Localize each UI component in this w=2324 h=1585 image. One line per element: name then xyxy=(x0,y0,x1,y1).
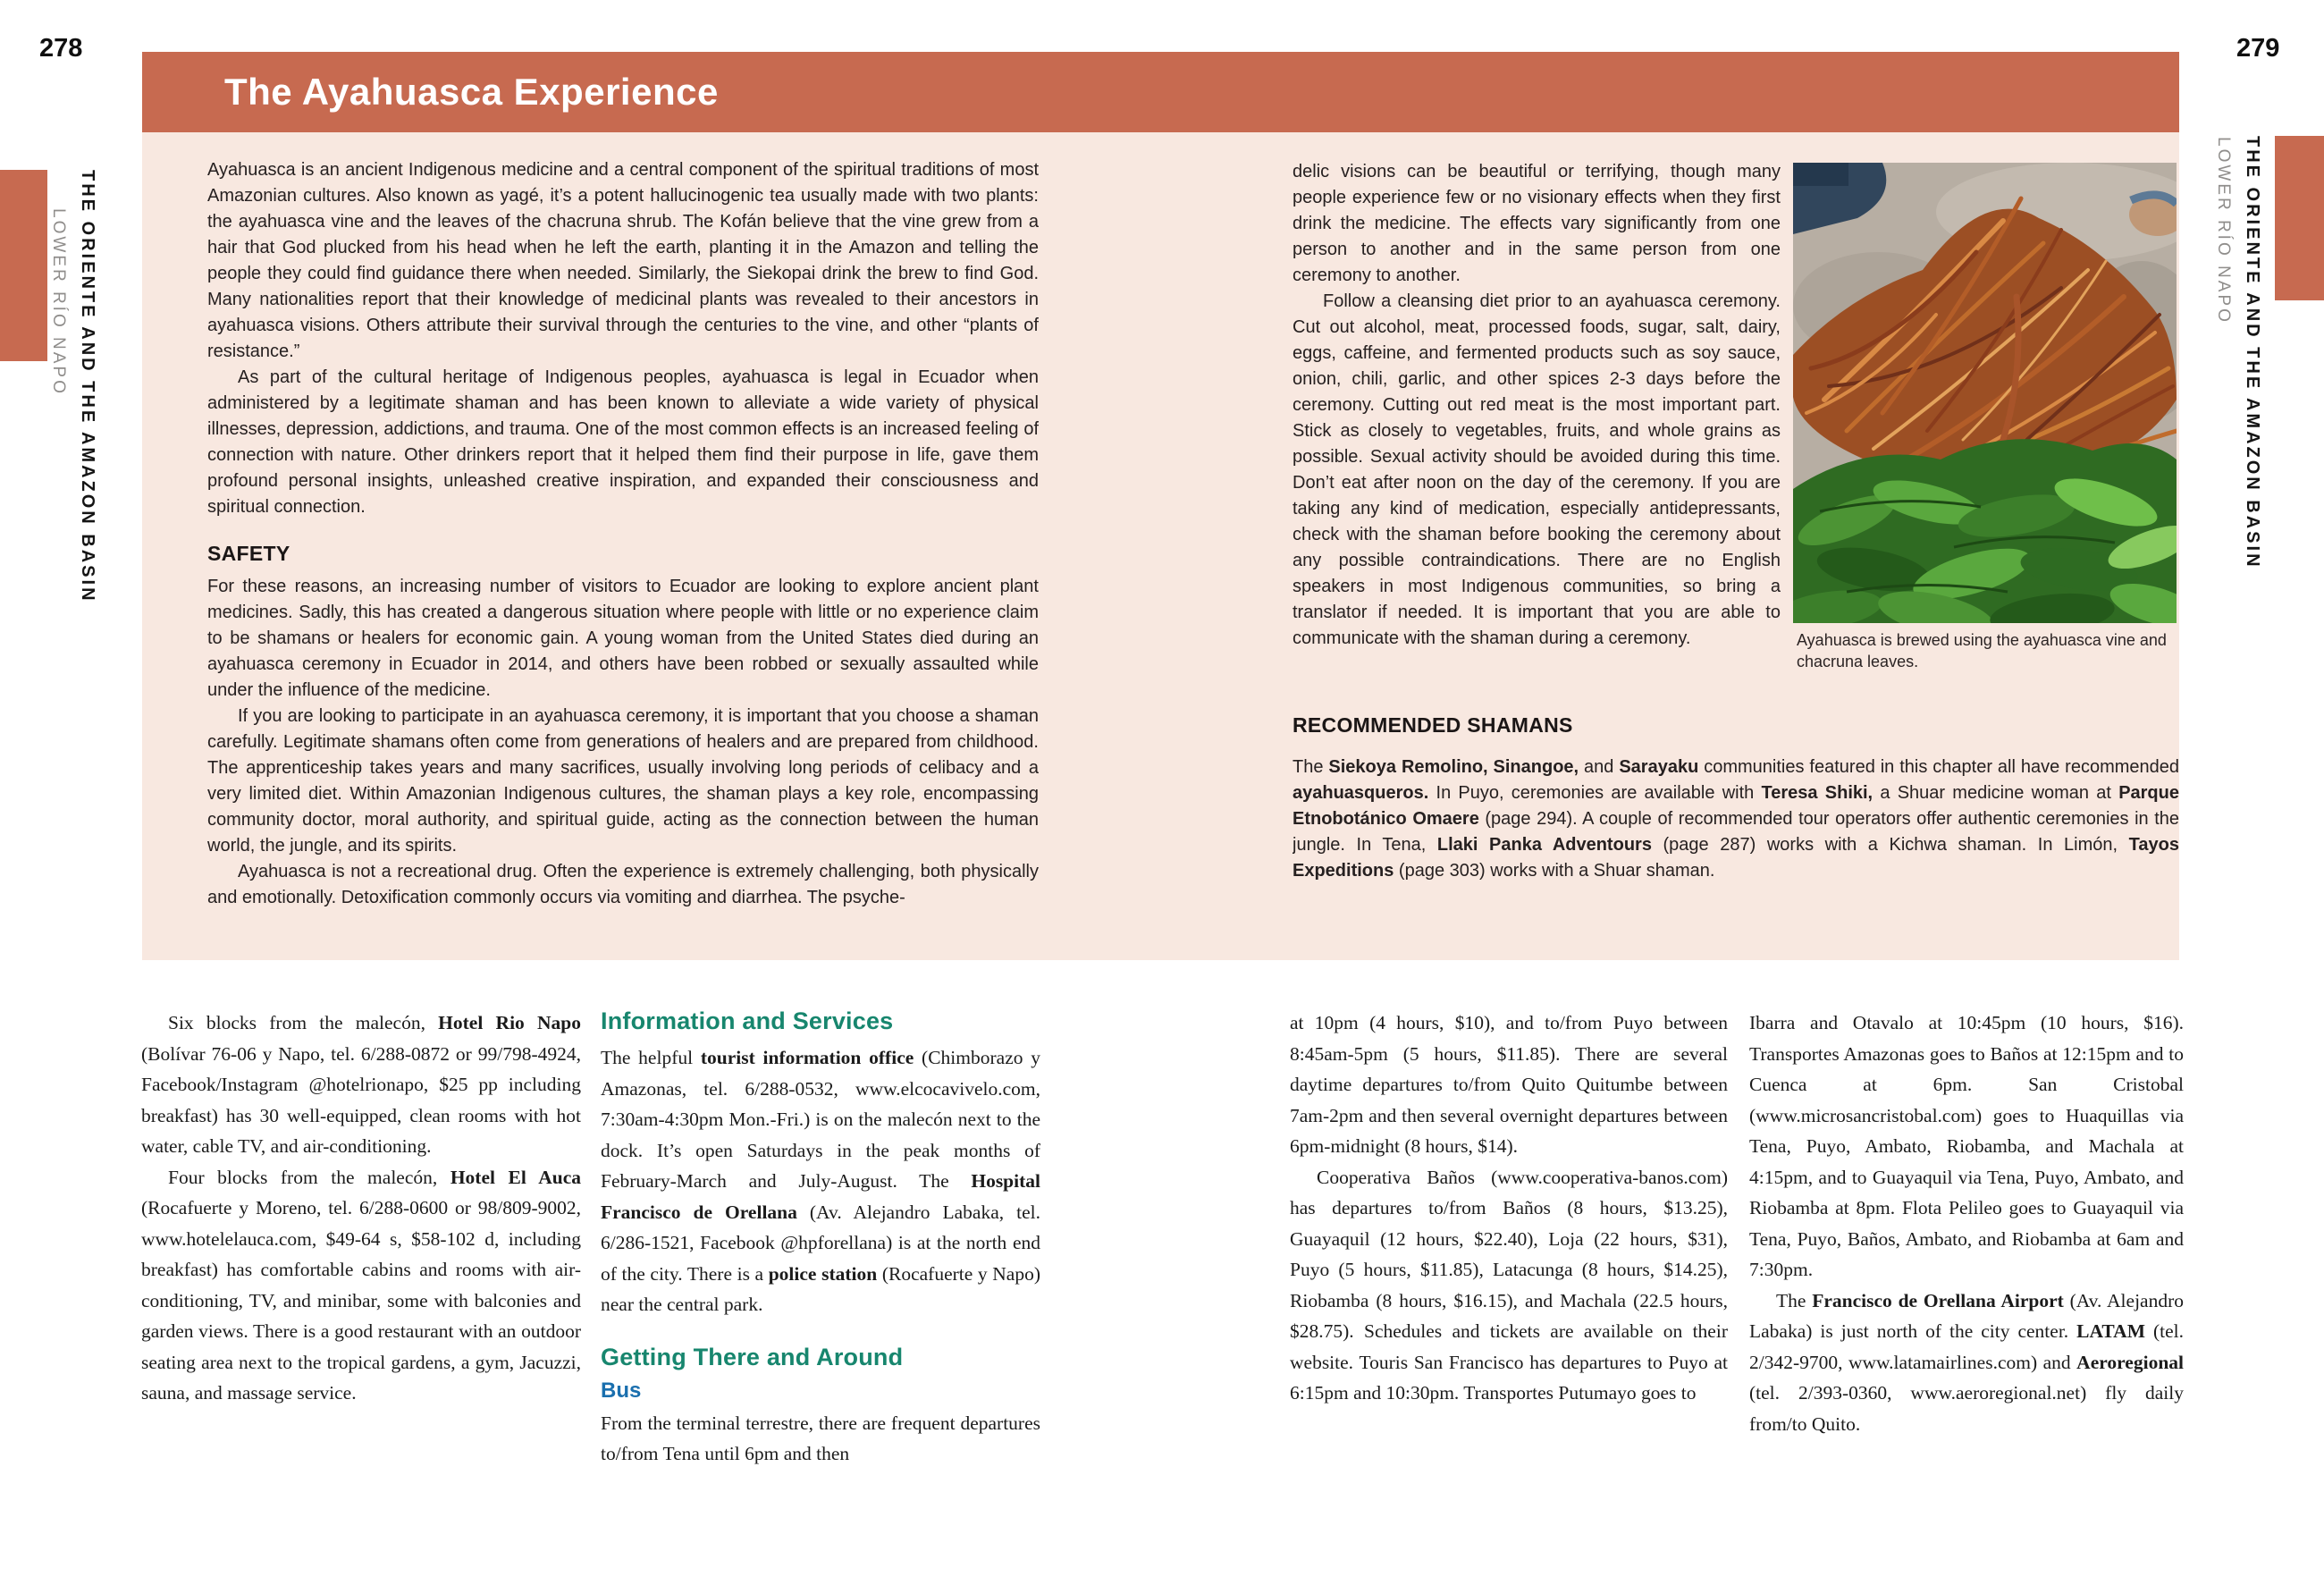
recommended-shamans-paragraph: The Siekoya Remolino, Sinangoe, and Sarayaku communities featured in this chapter all have recommended ayahuasqueros. In Puyo, ceremonies are available with Teresa Shiki, a Shuar medicine woman at Parque Etnobotánico Omaere (page 294). A couple of recommended tour operators offer authentic ceremonies in the jungle. In Tena, Llaki Panka Adventours (page 287) works with a Kichwa shaman. In Limón, Tayos Expeditions (page 303) works with a Shuar shaman. xyxy=(1293,757,2179,881)
listings-column-3 xyxy=(1290,1007,1728,1564)
listings-column-1 xyxy=(141,1007,581,1564)
recommended-shamans-heading: RECOMMENDED SHAMANS xyxy=(1293,713,1573,737)
chapter-tab-left xyxy=(0,170,47,361)
chapter-tab-right xyxy=(2275,136,2324,300)
recommended-shamans-section xyxy=(1293,713,2179,951)
airport-paragraph: The Francisco de Orellana Airport (Av. Alejandro Labaka) is just north of the city center. LATAM (tel. 2/342-9700, www.latamairlines.com) and Aeroregional (tel. 2/393-0360, www.aeroregional.net) fly daily from/to Quito. xyxy=(1749,1289,2184,1435)
photo-caption: Ayahuasca is brewed using the ayahuasca vine and chacruna leaves. xyxy=(1797,631,2167,670)
information-services-heading: Information and Services xyxy=(601,1007,894,1034)
feature-box-title: The Ayahuasca Experience xyxy=(224,71,719,113)
cooperativa-banos-paragraph: Cooperativa Baños (www.cooperativa-banos.com) has departures to/from Baños (8 hours, $13.25), Guayaquil (12 hours, $22.40), Loja (22 hours, $31), Puyo (5 hours, $11.85), Latacunga (8 hours, $14.25), Riobamba (8 hours, $16.15), and Machala (22.5 hours, $28.75). Schedules and tickets are available on their website. Touris San Francisco has departures to Puyo at 6:15pm and 10:30pm. Transportes Putumayo goes to xyxy=(1290,1166,1728,1404)
safety-paragraph-3: Ayahuasca is not a recreational drug. Often the experience is extremely challenging, both physically and emotionally. Detoxification commonly occurs via vomiting and diarrhea. The psyche- xyxy=(207,862,1039,907)
listings-column-4 xyxy=(1749,1007,2184,1564)
sidebar-chapter-title-left: THE ORIENTE AND THE AMAZON BASIN xyxy=(78,170,97,603)
sidebar-section-title-left: LOWER RÍO NAPO xyxy=(49,208,68,396)
hotel-rio-napo-paragraph: Six blocks from the malecón, Hotel Rio Napo (Bolívar 76-06 y Napo, tel. 6/288-0872 or 99/798-4924, Facebook/Instagram @hotelrionapo, $25 pp including breakfast) has 30 well-equipped, clean rooms with hot water, cable TV, and air-conditioning. xyxy=(141,1012,581,1157)
bus-continuation-paragraph: at 10pm (4 hours, $10), and to/from Puyo between 8:45am-5pm (5 hours, $11.85). There are several daytime departures to/from Quito Quitumbe between 7am-2pm and then several overnight departures between 6pm-midnight (8 hours, $14). xyxy=(1290,1012,1728,1157)
transportes-continuation-paragraph: Ibarra and Otavalo at 10:45pm (10 hours, $16). Transportes Amazonas goes to Baños at 12:15pm and to Cuenca at 6pm. San Cristobal (www.microsancristobal.com) goes to Huaquillas via Tena, Puyo, Ambato, Riobamba, and Machala at 4:15pm, and to Guayaquil via Tena, Puyo, Ambato, and Riobamba at 8pm. Flota Pelileo goes to Guayaquil via Tena, Puyo, Baños, Ambato, and Riobamba at 6am and 7:30pm. xyxy=(1749,1012,2184,1280)
sidebar-section-title-right: LOWER RÍO NAPO xyxy=(2214,137,2233,325)
continuation-paragraph-1: delic visions can be beautiful or terrifying, though many people experience few or no visionary effects when they first drink the medicine. The effects vary significantly from one person to another and in the same person from one ceremony to another. xyxy=(1293,162,1781,285)
bus-subheading: Bus xyxy=(601,1378,642,1403)
continuation-paragraph-2: Follow a cleansing diet prior to an ayahuasca ceremony. Cut out alcohol, meat, processed foods, sugar, salt, dairy, eggs, caffeine, and fermented products such as soy sauce, onion, chili, garlic, and other spices 2-3 days before the ceremony. Cutting out red meat is the most important part. Stick as closely to vegetables, fruits, and whole grains as possible. Sexual activity should be avoided during this time. Don’t eat after noon on the day of the ceremony. If you are taking any kind of medication, especially antidepressants, check with the shaman before booking the ceremony about any possible contraindications. There are no English speakers in most Indigenous communities, so bring a translator if needed. It is important that you are able to communicate with the shaman during a ceremony. xyxy=(1293,291,1781,648)
feature-box-column-right xyxy=(1293,159,1781,709)
bus-paragraph: From the terminal terrestre, there are frequent departures to/from Tena until 6pm and then xyxy=(601,1412,1040,1464)
safety-paragraph-2: If you are looking to participate in an ayahuasca ceremony, it is important that you choose a shaman carefully. Legitimate shamans often come from generations of healers and are prepared from childhood. The apprenticeship takes years and many sacrifices, usually involving long periods of celibacy and a very limited diet. Within Amazonian Indigenous cultures, the shaman plays a key role, encompassing community doctor, moral authority, and spiritual guide, acting as the connection between the human world, the jungle, and its spirits. xyxy=(207,706,1039,856)
feature-box-column-left xyxy=(207,157,1039,960)
getting-there-heading: Getting There and Around xyxy=(601,1343,904,1370)
feature-box-header xyxy=(142,52,2179,132)
hotel-el-auca-paragraph: Four blocks from the malecón, Hotel El Auca (Rocafuerte y Moreno, tel. 6/288-0600 or 98/809-9002, www.hotelelauca.com, $49-64 s, $58-102 d, including breakfast) has comfortable cabins and rooms with air-conditioning, TV, and minibar, some with balconies and garden views. There is a good restaurant with an outdoor seating area next to the tropical gardens, a gym, Jacuzzi, sauna, and massage service. xyxy=(141,1166,581,1404)
safety-paragraph-1: For these reasons, an increasing number of visitors to Ecuador are looking to explore ancient plant medicines. Sadly, this has created a dangerous situation where people with little or no experience claim to be shamans or healers for economic gain. A young woman from the United States died during an ayahuasca ceremony in Ecuador in 2014, and others have been robbed or sexually assaulted while under the influence of the medicine. xyxy=(207,577,1039,700)
ayahuasca-photo xyxy=(1793,163,2177,623)
information-services-paragraph: The helpful tourist information office (Chimborazo y Amazonas, tel. 6/288-0532, www.elcocavivelo.com, 7:30am-4:30pm Mon.-Fri.) is on the malecón next to the dock. It’s open Saturdays in the peak months of February-March and July-August. The Hospital Francisco de Orellana (Av. Alejandro Labaka, tel. 6/286-1521, Facebook @hpforellana) is at the north end of the city. There is a police station (Rocafuerte y Napo) near the central park. xyxy=(601,1047,1040,1315)
safety-heading: SAFETY xyxy=(207,542,290,565)
page-number-right: 279 xyxy=(2236,34,2280,63)
sidebar-chapter-title-right: THE ORIENTE AND THE AMAZON BASIN xyxy=(2243,136,2262,569)
page-number-left: 278 xyxy=(39,34,83,63)
feature-box xyxy=(142,52,2179,960)
listings-column-2 xyxy=(601,1007,1040,1564)
feature-intro-paragraph-2: As part of the cultural heritage of Indigenous peoples, ayahuasca is legal in Ecuador when administered by a legitimate shaman and has been known to alleviate a wide variety of physical illnesses, depression, addictions, and trauma. One of the most common effects is an increased feeling of connection with nature. Other drinkers report that it helped them find their purpose in life, gave them profound personal insights, unleashed creative inspiration, and expanded their consciousness and spiritual connection. xyxy=(207,367,1039,517)
ayahuasca-photo-illustration xyxy=(1793,163,2177,623)
feature-intro-paragraph-1: Ayahuasca is an ancient Indigenous medicine and a central component of the spiritual traditions of most Amazonian cultures. Also known as yagé, it’s a potent hallucinogenic tea usually made with two plants: the ayahuasca vine and the leaves of the chacruna shrub. The Kofán believe that the vine grew from a hair that God plucked from his head when he left the earth, planting it in the Amazon and telling the people they could find guidance there when needed. Similarly, the Siekopai drink the brew to find God. Many nationalities report that their knowledge of medicinal plants was revealed to their ancestors in ayahuasca visions. Others attribute their survival through the centuries to the vine, and other “plants of resistance.” xyxy=(207,160,1039,361)
